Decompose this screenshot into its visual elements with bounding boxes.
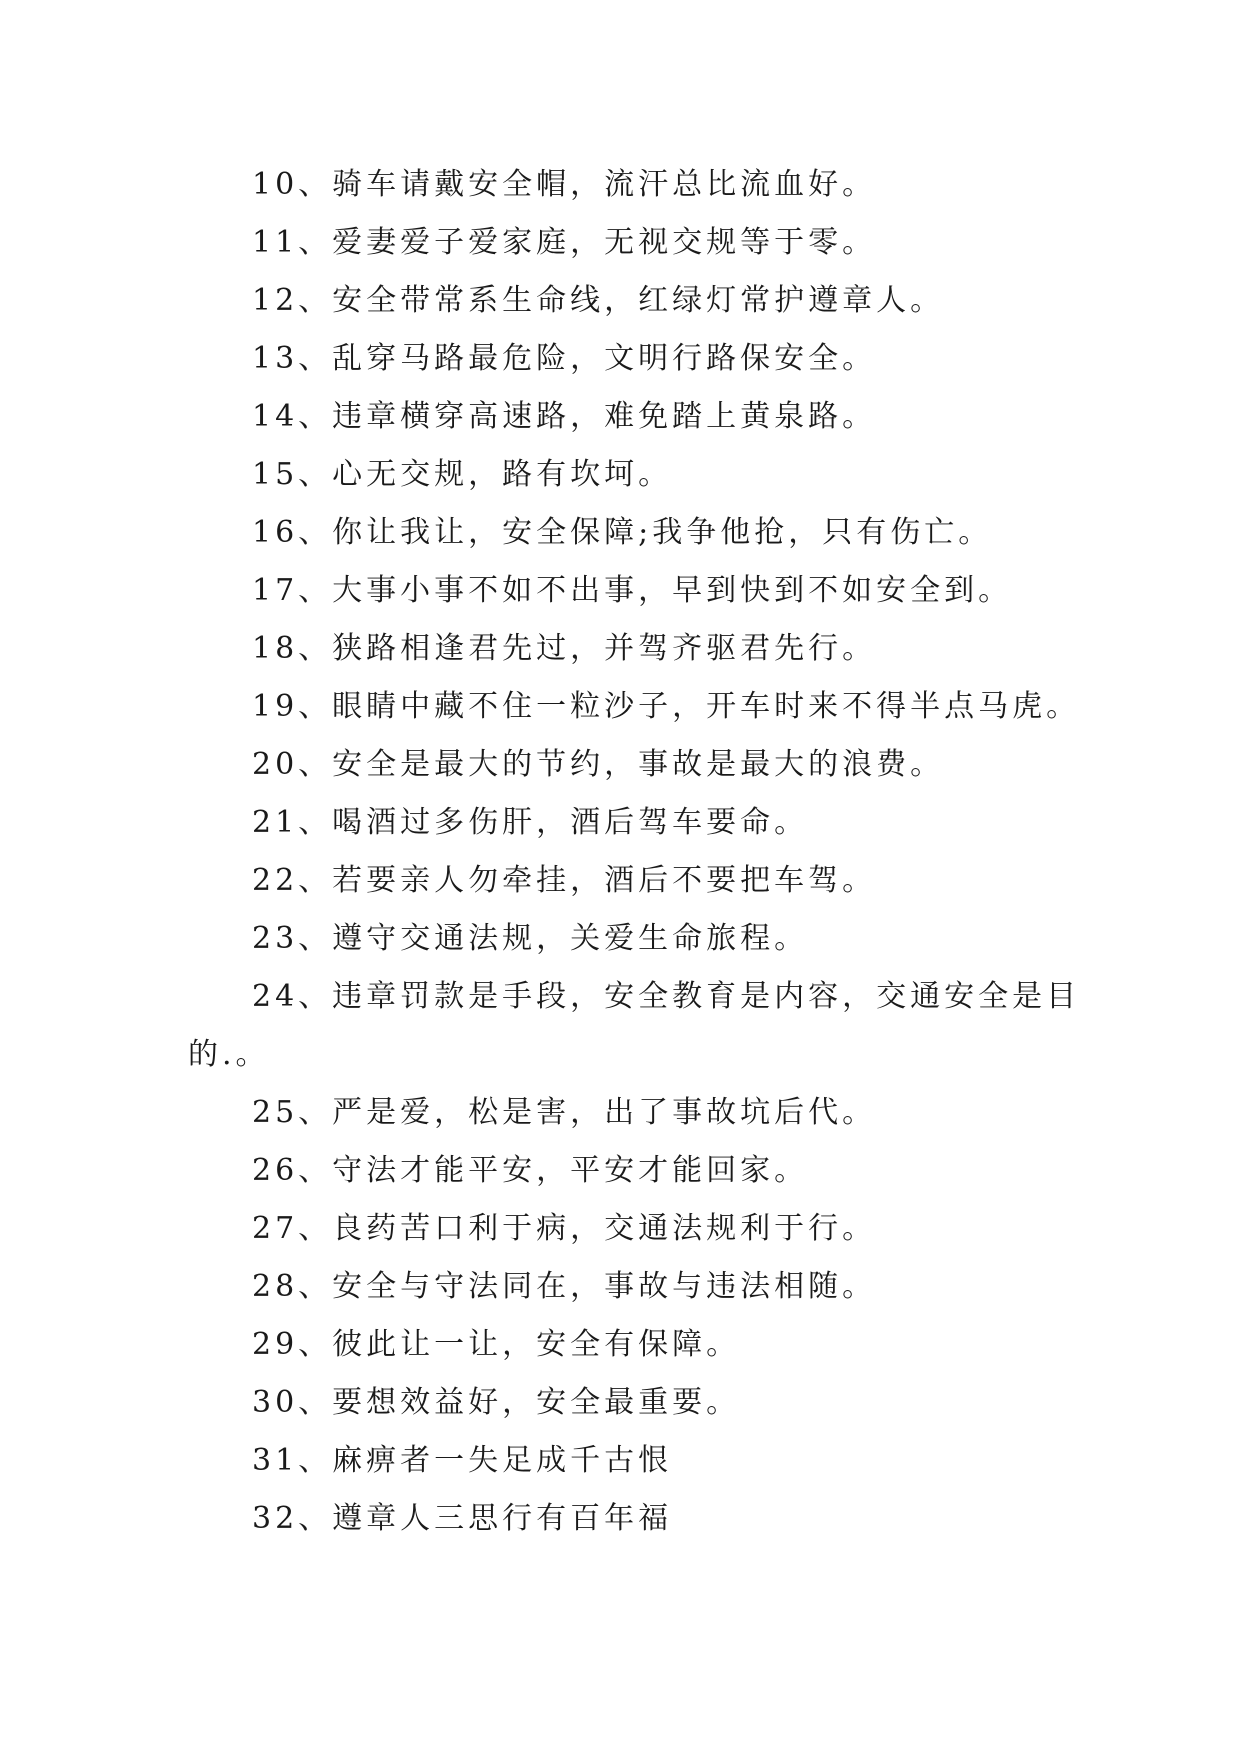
- slogan-line: 13、乱穿马路最危险，文明行路保安全。: [252, 341, 877, 376]
- slogan-line: 32、遵章人三思行有百年福: [252, 1501, 673, 1536]
- slogan-line: 18、狭路相逢君先过，并驾齐驱君先行。: [252, 631, 877, 666]
- slogan-line: 23、遵守交通法规，关爱生命旅程。: [252, 921, 809, 956]
- slogan-line: 27、良药苦口利于病，交通法规利于行。: [252, 1211, 877, 1246]
- slogan-line: 19、眼睛中藏不住一粒沙子，开车时来不得半点马虎。: [252, 689, 1081, 724]
- slogan-line: 31、麻痹者一失足成千古恨: [252, 1443, 673, 1478]
- slogan-line: 15、心无交规，路有坎坷。: [252, 457, 673, 492]
- slogan-line: 11、爱妻爱子爱家庭，无视交规等于零。: [252, 225, 877, 260]
- slogan-line: 17、大事小事不如不出事，早到快到不如安全到。: [252, 573, 1013, 608]
- slogan-line: 16、你让我让，安全保障;我争他抢，只有伤亡。: [252, 515, 993, 550]
- slogan-line: 24、违章罚款是手段，安全教育是内容，交通安全是目: [252, 979, 1081, 1014]
- slogan-line: 14、违章横穿高速路，难免踏上黄泉路。: [252, 399, 877, 434]
- slogan-line: 22、若要亲人勿牵挂，酒后不要把车驾。: [252, 863, 877, 898]
- slogan-line: 20、安全是最大的节约，事故是最大的浪费。: [252, 747, 945, 782]
- slogan-list: [188, 156, 1081, 1548]
- slogan-line: 29、彼此让一让，安全有保障。: [252, 1327, 741, 1362]
- slogan-line: 25、严是爱，松是害，出了事故坑后代。: [252, 1095, 877, 1130]
- slogan-line: 21、喝酒过多伤肝，酒后驾车要命。: [252, 805, 809, 840]
- slogan-line: 10、骑车请戴安全帽，流汗总比流血好。: [252, 167, 877, 202]
- slogan-line: 30、要想效益好，安全最重要。: [252, 1385, 741, 1420]
- slogan-line-continuation: 的.。: [188, 1037, 270, 1072]
- slogan-line: 26、守法才能平安，平安才能回家。: [252, 1153, 809, 1188]
- slogan-line: 28、安全与守法同在，事故与违法相随。: [252, 1269, 877, 1304]
- slogan-line: 12、安全带常系生命线，红绿灯常护遵章人。: [252, 283, 945, 318]
